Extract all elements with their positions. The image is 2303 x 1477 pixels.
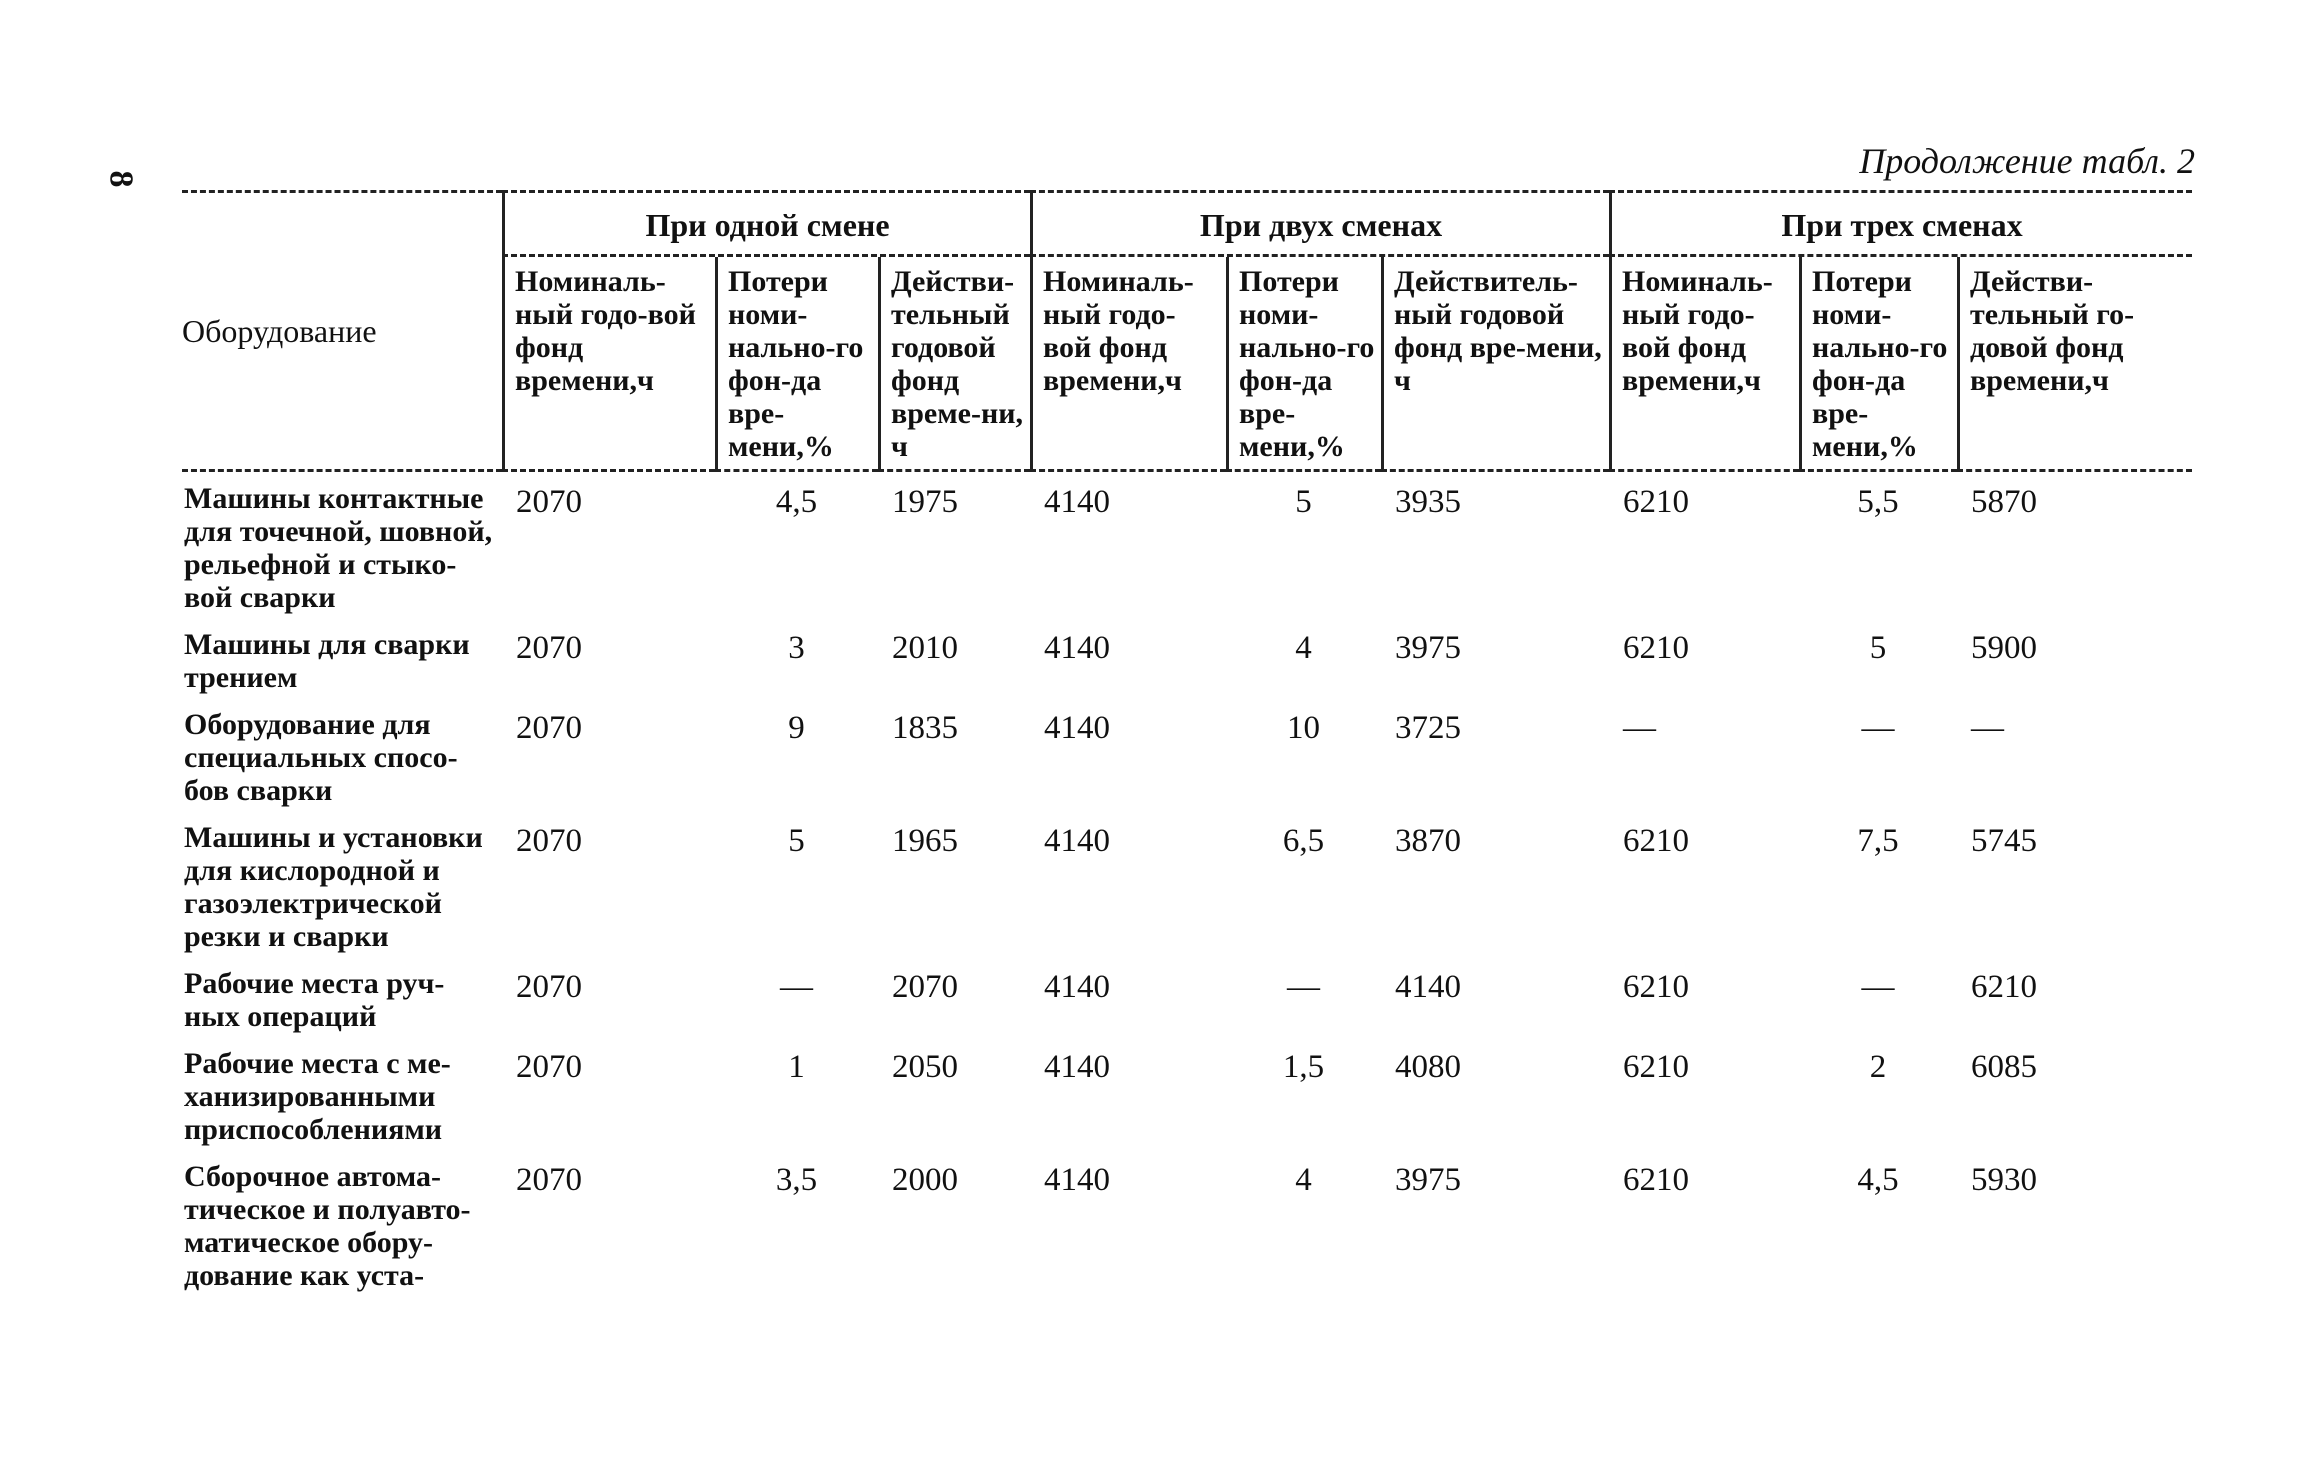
table-cell: 6210 [1971, 969, 2037, 1005]
table-cell: 3,5 [775, 1162, 818, 1198]
table-cell: 3975 [1395, 630, 1461, 666]
table-cell: — [780, 969, 813, 1005]
table-cell: 5,5 [1857, 484, 1899, 520]
table-cell: 6210 [1623, 1162, 1689, 1198]
group-header-one-shift: При одной смене [502, 190, 1030, 257]
column-subheader: Номиналь-ный годо-вой фонд времени,ч [1609, 257, 1799, 472]
table-cell: 4140 [1044, 630, 1110, 666]
table-cell: 1,5 [1282, 1049, 1325, 1085]
table-cell: 4,5 [775, 484, 818, 520]
table-cell: 6210 [1623, 484, 1689, 520]
table-cell: 4 [1295, 630, 1312, 666]
table-cell: — [1971, 710, 2004, 746]
group-header-three-shifts: При трех сменах [1609, 190, 2192, 257]
table-cell: 6210 [1623, 823, 1689, 859]
column-subheader: Потери номи-нально-го фон-да вре-мени,% [715, 257, 878, 472]
row-equipment-name: Рабочие места руч-ных операций [184, 967, 445, 1033]
table-cell: — [1623, 710, 1656, 746]
table-cell: 9 [788, 710, 805, 746]
table-cell: 6210 [1623, 969, 1689, 1005]
table-cell: 2050 [892, 1049, 958, 1085]
table-cell: 2070 [516, 969, 582, 1005]
table-cell: 7,5 [1857, 823, 1899, 859]
table-cell: 2070 [516, 1162, 582, 1198]
table-cell: 2070 [516, 823, 582, 859]
table-cell: — [1861, 969, 1895, 1005]
table-caption: Продолжение табл. 2 [1859, 141, 2195, 181]
table-grid [182, 190, 2192, 1296]
table-cell: 4 [1295, 1162, 1312, 1198]
table-cell: 1835 [892, 710, 958, 746]
table-cell: 5870 [1971, 484, 2037, 520]
table-cell: 4,5 [1857, 1162, 1899, 1198]
row-equipment-name: Машины для сварки трением [184, 628, 470, 694]
column-subheader: Действи-тельный годовой фонд време-ни, ч [878, 257, 1030, 472]
table-cell: 5 [788, 823, 805, 859]
page-number: 8 [102, 170, 140, 188]
table-cell: 6,5 [1282, 823, 1325, 859]
table-cell: 5745 [1971, 823, 2037, 859]
table-cell: 3935 [1395, 484, 1461, 520]
table-cell: 5 [1869, 630, 1887, 666]
table-cell: 2070 [892, 969, 958, 1005]
table-cell: 4140 [1044, 823, 1110, 859]
table-cell: 3870 [1395, 823, 1461, 859]
table-cell: 3975 [1395, 1162, 1461, 1198]
table-cell: — [1287, 969, 1320, 1005]
table-cell: 4140 [1044, 710, 1110, 746]
table-cell: 2 [1869, 1049, 1887, 1085]
row-equipment-name: Машины и установки для кислородной и газоэлектрической резки и сварки [184, 821, 483, 953]
table-cell: 2070 [516, 1049, 582, 1085]
row-equipment-name: Оборудование для специальных спосо-бов сварки [184, 708, 458, 807]
table-cell: 2000 [892, 1162, 958, 1198]
table-cell: 1 [788, 1049, 805, 1085]
table-cell: 6085 [1971, 1049, 2037, 1085]
column-subheader: Потери номи-нально-го фон-да вре-мени,% [1799, 257, 1957, 472]
group-header-two-shifts: При двух сменах [1030, 190, 1609, 257]
table-cell: 1975 [892, 484, 958, 520]
column-subheader: Действитель-ный годовой фонд вре-мени, ч [1381, 257, 1609, 472]
data-table [182, 190, 2192, 1296]
row-equipment-name: Рабочие места с ме-ханизированными приспособлениями [184, 1047, 451, 1146]
row-equipment-name: Сборочное автома-тическое и полуавто-матическое обору-дование как уста- [184, 1160, 471, 1292]
table-cell: 4080 [1395, 1049, 1461, 1085]
table-cell: 10 [1287, 710, 1320, 746]
table-cell: 4140 [1044, 484, 1110, 520]
table-cell: 4140 [1395, 969, 1461, 1005]
table-cell: 3725 [1395, 710, 1461, 746]
table-cell: 6210 [1623, 1049, 1689, 1085]
equipment-header: Оборудование [182, 190, 502, 472]
column-subheader: Номиналь-ный годо-вой фонд времени,ч [502, 257, 715, 472]
table-cell: — [1861, 710, 1895, 746]
row-equipment-name: Машины контактные для точечной, шовной, рельефной и стыко-вой сварки [184, 482, 493, 614]
table-cell: 6210 [1623, 630, 1689, 666]
table-cell: 5 [1295, 484, 1312, 520]
column-subheader: Потери номи-нально-го фон-да вре-мени,% [1226, 257, 1381, 472]
table-cell: 5930 [1971, 1162, 2037, 1198]
table-cell: 2070 [516, 630, 582, 666]
column-subheader: Номиналь-ный годо-вой фонд времени,ч [1030, 257, 1226, 472]
table-cell: 4140 [1044, 969, 1110, 1005]
table-cell: 5900 [1971, 630, 2037, 666]
table-cell: 4140 [1044, 1162, 1110, 1198]
column-subheader: Действи-тельный го-довой фонд времени,ч [1957, 257, 2192, 472]
table-cell: 2070 [516, 484, 582, 520]
table-cell: 2010 [892, 630, 958, 666]
table-cell: 1965 [892, 823, 958, 859]
table-cell: 4140 [1044, 1049, 1110, 1085]
table-cell: 3 [788, 630, 805, 666]
table-cell: 2070 [516, 710, 582, 746]
